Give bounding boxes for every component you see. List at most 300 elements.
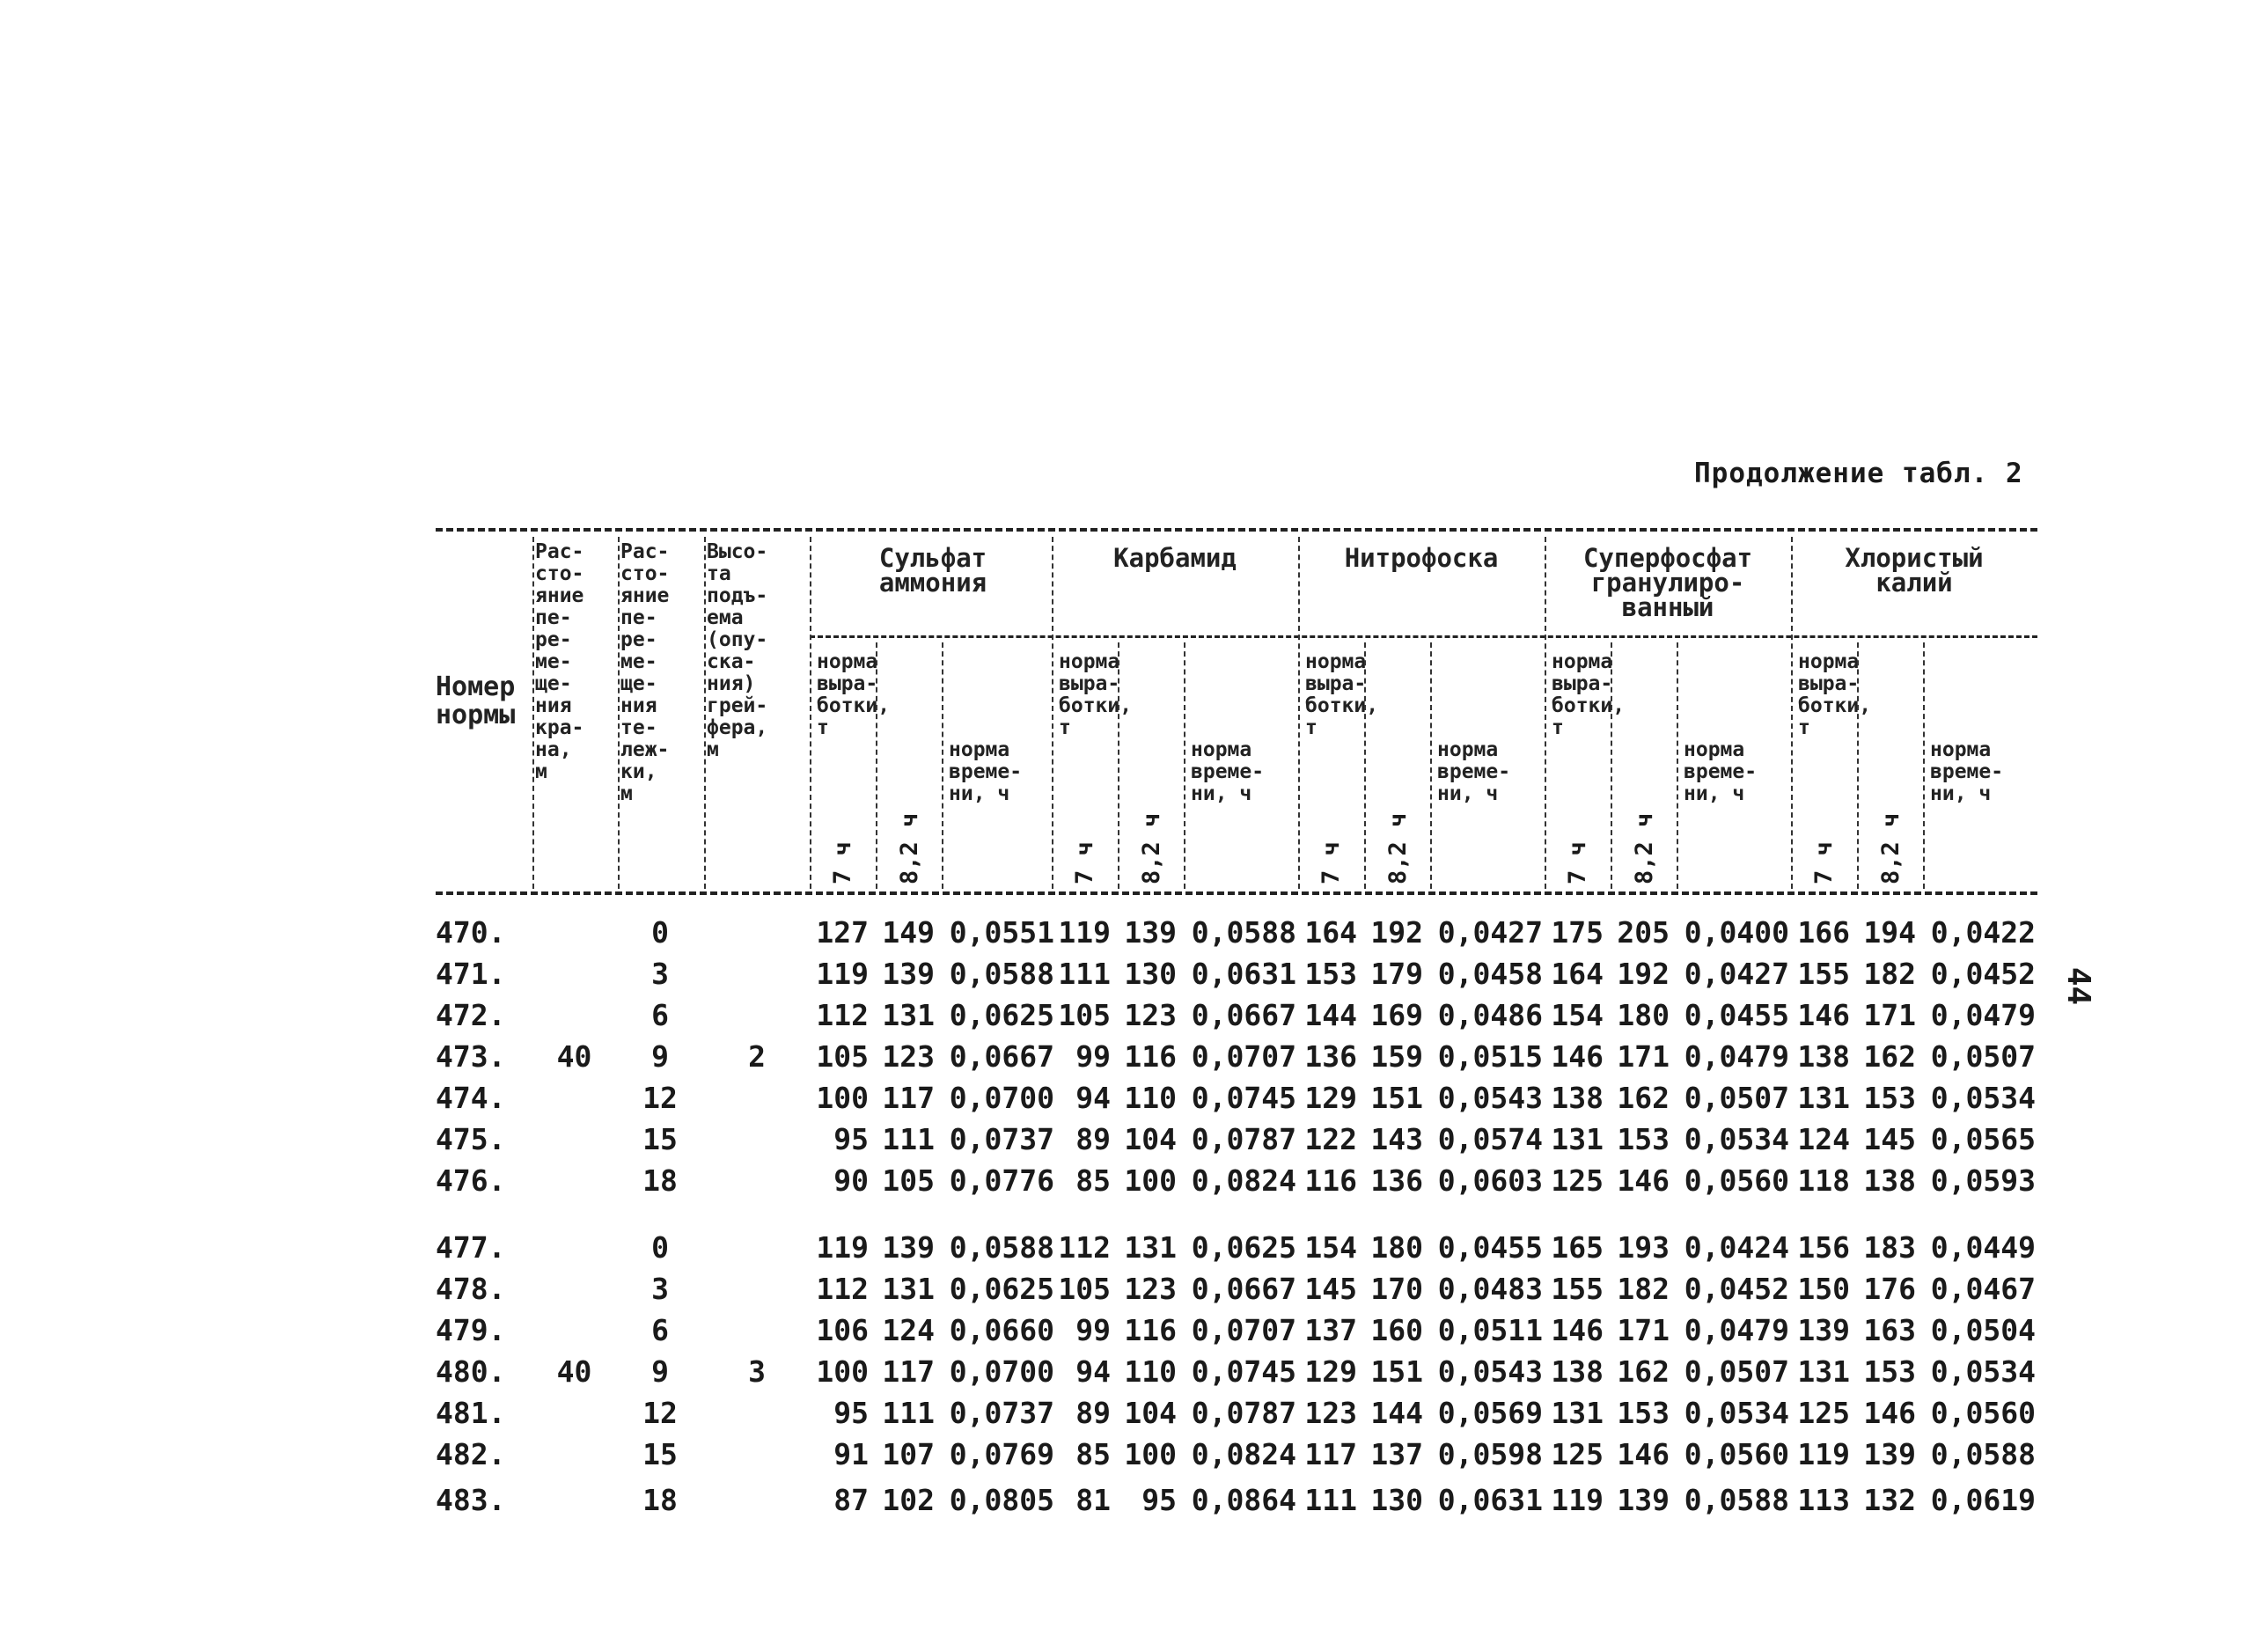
- norm-time: 0,0515: [1437, 1039, 1543, 1074]
- output-7h: 139: [1797, 1313, 1850, 1347]
- norm-time-header: норма време- ни, ч: [1191, 738, 1265, 805]
- output-7h: 145: [1304, 1272, 1357, 1306]
- output-7h: 119: [816, 957, 869, 991]
- output-8-2h: 139: [882, 957, 935, 991]
- table-row: [0, 1163, 2268, 1204]
- header-grab-height: Высо- та подъ- ема (опу- ска- ния) грей- фера, м: [707, 540, 768, 761]
- column-separator: [704, 537, 706, 889]
- norm-time: 0,0593: [1930, 1163, 2036, 1198]
- norm-time: 0,0560: [1684, 1437, 1789, 1471]
- output-7h: 124: [1797, 1122, 1850, 1156]
- output-7h: 155: [1797, 957, 1850, 991]
- trolley-distance: 3: [651, 957, 669, 991]
- norm-time: 0,0427: [1684, 957, 1789, 991]
- norm-output-header: норма выра- ботки, т: [1798, 650, 1872, 739]
- norm-time: 0,0427: [1437, 915, 1543, 950]
- output-8-2h: 171: [1617, 1039, 1670, 1074]
- output-7h: 100: [816, 1354, 869, 1389]
- grab-height: 2: [748, 1039, 766, 1074]
- norm-time: 0,0660: [949, 1313, 1054, 1347]
- output-7h: 94: [1075, 1354, 1111, 1389]
- output-8-2h: 123: [882, 1039, 935, 1074]
- output-7h: 125: [1551, 1437, 1604, 1471]
- output-7h: 175: [1551, 915, 1604, 950]
- norm-number: 482.: [436, 1437, 506, 1471]
- output-8-2h: 131: [882, 998, 935, 1032]
- column-separator: [618, 537, 620, 889]
- sub-column-separator: [942, 642, 943, 889]
- output-8-2h: 139: [1863, 1437, 1916, 1471]
- norm-time: 0,0737: [949, 1122, 1054, 1156]
- output-7h: 123: [1304, 1396, 1357, 1430]
- norm-number: 481.: [436, 1396, 506, 1430]
- norm-output-header: норма выра- ботки, т: [1305, 650, 1379, 739]
- output-8-2h: 170: [1370, 1272, 1423, 1306]
- output-8-2h: 144: [1370, 1396, 1423, 1430]
- output-8-2h: 182: [1863, 957, 1916, 991]
- output-7h: 125: [1551, 1163, 1604, 1198]
- output-7h: 89: [1075, 1122, 1111, 1156]
- shift-8-2h-header: 8,2 ч: [1877, 812, 1905, 884]
- column-separator: [1545, 537, 1546, 889]
- output-7h: 105: [816, 1039, 869, 1074]
- output-8-2h: 123: [1124, 1272, 1177, 1306]
- norm-time: 0,0787: [1191, 1122, 1296, 1156]
- fertilizer-group-title: Карбамид: [1113, 543, 1237, 573]
- output-7h: 125: [1797, 1396, 1850, 1430]
- grab-height: 3: [748, 1354, 766, 1389]
- output-8-2h: 153: [1617, 1396, 1670, 1430]
- table-row: [0, 1354, 2268, 1395]
- sub-column-separator: [1430, 642, 1432, 889]
- norm-time: 0,0745: [1191, 1081, 1296, 1115]
- norm-time: 0,0551: [949, 915, 1054, 950]
- trolley-distance: 18: [642, 1163, 678, 1198]
- output-7h: 153: [1304, 957, 1357, 991]
- output-8-2h: 179: [1370, 957, 1423, 991]
- output-7h: 119: [1797, 1437, 1850, 1471]
- output-8-2h: 143: [1370, 1122, 1423, 1156]
- trolley-distance: 3: [651, 1272, 669, 1306]
- norm-time: 0,0700: [949, 1081, 1054, 1115]
- output-7h: 146: [1797, 998, 1850, 1032]
- output-8-2h: 162: [1617, 1354, 1670, 1389]
- norm-time: 0,0455: [1684, 998, 1789, 1032]
- output-8-2h: 139: [1617, 1483, 1670, 1517]
- norm-output-header: норма выра- ботки, т: [817, 650, 891, 739]
- output-7h: 166: [1797, 915, 1850, 950]
- header-crane-distance: Рас- сто- яние пе- ре- ме- ще- ния кра- на, м: [535, 540, 584, 783]
- output-8-2h: 153: [1617, 1122, 1670, 1156]
- fertilizer-group-title: Хлористый калий: [1845, 543, 1984, 598]
- output-7h: 131: [1551, 1122, 1604, 1156]
- table-row: [0, 1230, 2268, 1271]
- output-8-2h: 193: [1617, 1230, 1670, 1265]
- output-8-2h: 151: [1370, 1081, 1423, 1115]
- trolley-distance: 0: [651, 1230, 669, 1265]
- output-7h: 131: [1797, 1354, 1850, 1389]
- output-8-2h: 110: [1124, 1081, 1177, 1115]
- output-8-2h: 151: [1370, 1354, 1423, 1389]
- output-8-2h: 139: [1124, 915, 1177, 950]
- output-8-2h: 104: [1124, 1396, 1177, 1430]
- norm-number: 473.: [436, 1039, 506, 1074]
- column-separator: [1052, 537, 1053, 889]
- output-7h: 164: [1551, 957, 1604, 991]
- output-8-2h: 131: [882, 1272, 935, 1306]
- fertilizer-group-title: Сульфат аммония: [878, 543, 987, 598]
- norm-time: 0,0479: [1684, 1313, 1789, 1347]
- norm-time: 0,0534: [1684, 1122, 1789, 1156]
- column-separator: [810, 537, 811, 889]
- group-header-rule: [810, 635, 2037, 638]
- fertilizer-group-title: Суперфосфат гранулиро- ванный: [1582, 543, 1753, 622]
- output-7h: 87: [833, 1483, 869, 1517]
- norm-time: 0,0707: [1191, 1313, 1296, 1347]
- header-bottom-rule: [436, 891, 2037, 895]
- output-8-2h: 100: [1124, 1163, 1177, 1198]
- sub-column-separator: [876, 642, 877, 889]
- norm-time: 0,0667: [1191, 998, 1296, 1032]
- crane-distance: 40: [556, 1354, 592, 1389]
- norm-time: 0,0507: [1684, 1354, 1789, 1389]
- header-norm-number: Номер нормы: [436, 671, 516, 730]
- output-8-2h: 192: [1370, 915, 1423, 950]
- norm-time: 0,0534: [1684, 1396, 1789, 1430]
- output-8-2h: 171: [1617, 1313, 1670, 1347]
- norm-time: 0,0479: [1684, 1039, 1789, 1074]
- output-8-2h: 139: [882, 1230, 935, 1265]
- shift-7h-header: 7 ч: [1071, 841, 1098, 884]
- norm-time: 0,0824: [1191, 1163, 1296, 1198]
- output-7h: 89: [1075, 1396, 1111, 1430]
- trolley-distance: 0: [651, 915, 669, 950]
- norm-time: 0,0458: [1437, 957, 1543, 991]
- norm-time: 0,0625: [1191, 1230, 1296, 1265]
- norm-number: 478.: [436, 1272, 506, 1306]
- norm-number: 475.: [436, 1122, 506, 1156]
- table-row: [0, 1122, 2268, 1163]
- norm-number: 472.: [436, 998, 506, 1032]
- norm-number: 479.: [436, 1313, 506, 1347]
- shift-7h-header: 7 ч: [1810, 841, 1838, 884]
- output-7h: 90: [833, 1163, 869, 1198]
- norm-time: 0,0631: [1191, 957, 1296, 991]
- norm-time: 0,0507: [1930, 1039, 2036, 1074]
- shift-8-2h-header: 8,2 ч: [1631, 812, 1658, 884]
- fertilizer-group-title: Нитрофоска: [1344, 543, 1499, 573]
- output-8-2h: 146: [1617, 1163, 1670, 1198]
- norm-time: 0,0504: [1930, 1313, 2036, 1347]
- norm-time: 0,0625: [949, 998, 1054, 1032]
- output-7h: 112: [1058, 1230, 1111, 1265]
- norm-time: 0,0560: [1684, 1163, 1789, 1198]
- norm-time: 0,0569: [1437, 1396, 1543, 1430]
- trolley-distance: 12: [642, 1396, 678, 1430]
- table-row: [0, 915, 2268, 956]
- sub-column-separator: [1184, 642, 1185, 889]
- norm-time: 0,0787: [1191, 1396, 1296, 1430]
- output-7h: 138: [1551, 1354, 1604, 1389]
- output-7h: 154: [1551, 998, 1604, 1032]
- norm-time: 0,0598: [1437, 1437, 1543, 1471]
- output-8-2h: 117: [882, 1354, 935, 1389]
- output-7h: 119: [1551, 1483, 1604, 1517]
- output-7h: 113: [1797, 1483, 1850, 1517]
- output-8-2h: 183: [1863, 1230, 1916, 1265]
- output-7h: 122: [1304, 1122, 1357, 1156]
- norm-time: 0,0667: [949, 1039, 1054, 1074]
- norm-time: 0,0534: [1930, 1081, 2036, 1115]
- table-row: [0, 1396, 2268, 1436]
- norm-time: 0,0776: [949, 1163, 1054, 1198]
- norm-time: 0,0667: [1191, 1272, 1296, 1306]
- output-8-2h: 137: [1370, 1437, 1423, 1471]
- output-7h: 105: [1058, 998, 1111, 1032]
- norm-time: 0,0507: [1684, 1081, 1789, 1115]
- table-row: [0, 1483, 2268, 1523]
- output-7h: 137: [1304, 1313, 1357, 1347]
- shift-7h-header: 7 ч: [829, 841, 856, 884]
- trolley-distance: 15: [642, 1122, 678, 1156]
- output-8-2h: 136: [1370, 1163, 1423, 1198]
- trolley-distance: 15: [642, 1437, 678, 1471]
- output-8-2h: 149: [882, 915, 935, 950]
- output-7h: 111: [1304, 1483, 1357, 1517]
- output-7h: 95: [833, 1396, 869, 1430]
- output-7h: 127: [816, 915, 869, 950]
- norm-output-header: норма выра- ботки, т: [1059, 650, 1133, 739]
- table-row: [0, 1437, 2268, 1478]
- norm-time-header: норма време- ни, ч: [949, 738, 1023, 805]
- output-7h: 146: [1551, 1313, 1604, 1347]
- norm-time: 0,0574: [1437, 1122, 1543, 1156]
- table-row: [0, 957, 2268, 997]
- output-7h: 94: [1075, 1081, 1111, 1115]
- shift-7h-header: 7 ч: [1564, 841, 1591, 884]
- output-7h: 91: [833, 1437, 869, 1471]
- trolley-distance: 12: [642, 1081, 678, 1115]
- output-8-2h: 192: [1617, 957, 1670, 991]
- sub-column-separator: [1364, 642, 1366, 889]
- output-8-2h: 107: [882, 1437, 935, 1471]
- norm-time: 0,0603: [1437, 1163, 1543, 1198]
- norm-time: 0,0543: [1437, 1081, 1543, 1115]
- norm-number: 470.: [436, 915, 506, 950]
- output-7h: 117: [1304, 1437, 1357, 1471]
- output-8-2h: 111: [882, 1396, 935, 1430]
- norm-number: 476.: [436, 1163, 506, 1198]
- output-7h: 146: [1551, 1039, 1604, 1074]
- table-row: [0, 1313, 2268, 1354]
- sub-column-separator: [1611, 642, 1612, 889]
- output-8-2h: 205: [1617, 915, 1670, 950]
- output-8-2h: 171: [1863, 998, 1916, 1032]
- norm-time-header: норма време- ни, ч: [1437, 738, 1511, 805]
- norm-number: 477.: [436, 1230, 506, 1265]
- norm-time: 0,0588: [1191, 915, 1296, 950]
- norm-time: 0,0588: [1930, 1437, 2036, 1471]
- norm-time: 0,0467: [1930, 1272, 2036, 1306]
- output-8-2h: 180: [1370, 1230, 1423, 1265]
- norm-time: 0,0486: [1437, 998, 1543, 1032]
- output-8-2h: 146: [1617, 1437, 1670, 1471]
- output-8-2h: 111: [882, 1122, 935, 1156]
- output-7h: 129: [1304, 1081, 1357, 1115]
- output-7h: 156: [1797, 1230, 1850, 1265]
- column-separator: [1791, 537, 1793, 889]
- header-trolley-distance: Рас- сто- яние пе- ре- ме- ще- ния те- леж- ки, м: [620, 540, 670, 805]
- output-8-2h: 194: [1863, 915, 1916, 950]
- sub-column-separator: [1857, 642, 1859, 889]
- output-7h: 112: [816, 1272, 869, 1306]
- output-8-2h: 153: [1863, 1354, 1916, 1389]
- norm-time: 0,0707: [1191, 1039, 1296, 1074]
- output-8-2h: 95: [1141, 1483, 1177, 1517]
- trolley-distance: 6: [651, 1313, 669, 1347]
- output-8-2h: 162: [1617, 1081, 1670, 1115]
- output-8-2h: 180: [1617, 998, 1670, 1032]
- output-7h: 112: [816, 998, 869, 1032]
- norm-time: 0,0631: [1437, 1483, 1543, 1517]
- norm-time-header: норма време- ни, ч: [1684, 738, 1758, 805]
- page-number: 44: [2060, 966, 2097, 1006]
- output-7h: 150: [1797, 1272, 1850, 1306]
- output-7h: 119: [1058, 915, 1111, 950]
- column-separator: [1298, 537, 1300, 889]
- output-8-2h: 145: [1863, 1122, 1916, 1156]
- norm-time: 0,0769: [949, 1437, 1054, 1471]
- norm-time: 0,0625: [949, 1272, 1054, 1306]
- norm-time: 0,0619: [1930, 1483, 2036, 1517]
- output-8-2h: 117: [882, 1081, 935, 1115]
- table-row: [0, 1272, 2268, 1312]
- norm-time: 0,0424: [1684, 1230, 1789, 1265]
- output-7h: 116: [1304, 1163, 1357, 1198]
- shift-8-2h-header: 8,2 ч: [896, 812, 923, 884]
- output-7h: 85: [1075, 1437, 1111, 1471]
- continuation-label: Продолжение табл. 2: [1694, 458, 2023, 489]
- output-7h: 105: [1058, 1272, 1111, 1306]
- column-separator: [532, 537, 534, 889]
- output-7h: 81: [1075, 1483, 1111, 1517]
- output-7h: 154: [1304, 1230, 1357, 1265]
- norm-time: 0,0455: [1437, 1230, 1543, 1265]
- output-8-2h: 130: [1124, 957, 1177, 991]
- norm-time: 0,0565: [1930, 1122, 2036, 1156]
- norm-time: 0,0700: [949, 1354, 1054, 1389]
- norm-time: 0,0824: [1191, 1437, 1296, 1471]
- output-8-2h: 176: [1863, 1272, 1916, 1306]
- norm-time: 0,0511: [1437, 1313, 1543, 1347]
- norm-time: 0,0864: [1191, 1483, 1296, 1517]
- output-7h: 129: [1304, 1354, 1357, 1389]
- norm-time: 0,0452: [1930, 957, 2036, 991]
- output-7h: 144: [1304, 998, 1357, 1032]
- output-7h: 136: [1304, 1039, 1357, 1074]
- output-8-2h: 102: [882, 1483, 935, 1517]
- table-row: [0, 1081, 2268, 1121]
- norm-time: 0,0805: [949, 1483, 1054, 1517]
- shift-8-2h-header: 8,2 ч: [1138, 812, 1165, 884]
- norm-output-header: норма выра- ботки, т: [1552, 650, 1626, 739]
- norm-time: 0,0483: [1437, 1272, 1543, 1306]
- output-7h: 99: [1075, 1313, 1111, 1347]
- trolley-distance: 6: [651, 998, 669, 1032]
- output-7h: 138: [1797, 1039, 1850, 1074]
- output-7h: 119: [816, 1230, 869, 1265]
- norm-time: 0,0543: [1437, 1354, 1543, 1389]
- norm-time: 0,0588: [1684, 1483, 1789, 1517]
- output-8-2h: 163: [1863, 1313, 1916, 1347]
- norm-time: 0,0588: [949, 1230, 1054, 1265]
- output-8-2h: 116: [1124, 1039, 1177, 1074]
- output-7h: 95: [833, 1122, 869, 1156]
- output-8-2h: 105: [882, 1163, 935, 1198]
- output-8-2h: 124: [882, 1313, 935, 1347]
- output-8-2h: 110: [1124, 1354, 1177, 1389]
- output-7h: 164: [1304, 915, 1357, 950]
- norm-time: 0,0479: [1930, 998, 2036, 1032]
- table-top-rule: [436, 528, 2037, 532]
- norm-time: 0,0534: [1930, 1354, 2036, 1389]
- output-7h: 100: [816, 1081, 869, 1115]
- table-row: [0, 1039, 2268, 1080]
- output-8-2h: 116: [1124, 1313, 1177, 1347]
- shift-8-2h-header: 8,2 ч: [1384, 812, 1412, 884]
- output-8-2h: 153: [1863, 1081, 1916, 1115]
- shift-7h-header: 7 ч: [1317, 841, 1345, 884]
- output-8-2h: 169: [1370, 998, 1423, 1032]
- output-8-2h: 160: [1370, 1313, 1423, 1347]
- norm-time: 0,0737: [949, 1396, 1054, 1430]
- output-7h: 155: [1551, 1272, 1604, 1306]
- trolley-distance: 9: [651, 1039, 669, 1074]
- output-8-2h: 100: [1124, 1437, 1177, 1471]
- output-7h: 111: [1058, 957, 1111, 991]
- output-7h: 165: [1551, 1230, 1604, 1265]
- sub-column-separator: [1677, 642, 1678, 889]
- output-7h: 99: [1075, 1039, 1111, 1074]
- output-8-2h: 138: [1863, 1163, 1916, 1198]
- norm-time: 0,0422: [1930, 915, 2036, 950]
- norm-time: 0,0400: [1684, 915, 1789, 950]
- output-8-2h: 132: [1863, 1483, 1916, 1517]
- output-7h: 106: [816, 1313, 869, 1347]
- output-8-2h: 130: [1370, 1483, 1423, 1517]
- norm-time: 0,0560: [1930, 1396, 2036, 1430]
- norm-number: 471.: [436, 957, 506, 991]
- sub-column-separator: [1923, 642, 1925, 889]
- norm-time: 0,0588: [949, 957, 1054, 991]
- norm-time: 0,0745: [1191, 1354, 1296, 1389]
- output-8-2h: 123: [1124, 998, 1177, 1032]
- norm-time-header: норма време- ни, ч: [1930, 738, 2004, 805]
- output-8-2h: 104: [1124, 1122, 1177, 1156]
- norm-number: 480.: [436, 1354, 506, 1389]
- norm-number: 483.: [436, 1483, 506, 1517]
- table-row: [0, 998, 2268, 1038]
- output-7h: 131: [1797, 1081, 1850, 1115]
- output-8-2h: 182: [1617, 1272, 1670, 1306]
- trolley-distance: 18: [642, 1483, 678, 1517]
- output-7h: 131: [1551, 1396, 1604, 1430]
- trolley-distance: 9: [651, 1354, 669, 1389]
- output-7h: 138: [1551, 1081, 1604, 1115]
- output-7h: 85: [1075, 1163, 1111, 1198]
- norm-time: 0,0449: [1930, 1230, 2036, 1265]
- output-8-2h: 162: [1863, 1039, 1916, 1074]
